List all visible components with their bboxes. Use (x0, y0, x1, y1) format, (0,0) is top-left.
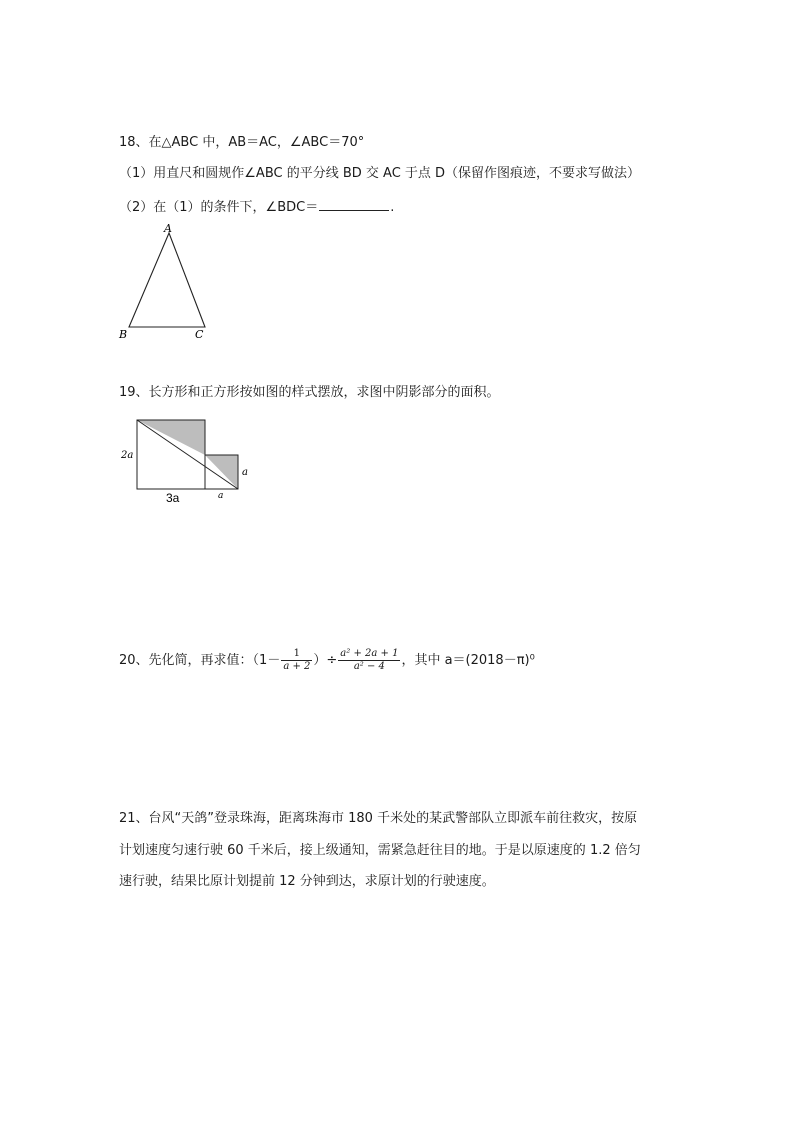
shaded-region-top (137, 420, 205, 455)
q21-line3: 速行驶，结果比原计划提前 12 分钟到达，求原计划的行驶速度。 (119, 874, 495, 889)
fraction-1 (281, 648, 312, 673)
label-a-right: a (242, 467, 248, 478)
q18-part1: （1）用直尺和圆规作∠ABC 的平分线 BD 交 AC 于点 D（保留作图痕迹，不要求写做法） (119, 166, 641, 181)
label-2a: 2a (121, 450, 134, 461)
q20-prefix: 20、先化简，再求值：（1－ (119, 653, 281, 668)
triangle-abc (129, 233, 205, 327)
shaded-region-small (205, 455, 238, 489)
rectangle-square-figure (115, 414, 265, 509)
triangle-figure (110, 220, 220, 345)
answer-blank (319, 197, 389, 211)
q18-part2-text: （2）在（1）的条件下，∠BDC＝ (119, 200, 319, 215)
label-a-bottom: a (218, 491, 224, 501)
q18-stem: 18、在△ABC 中，AB＝AC，∠ABC＝70° (119, 135, 365, 150)
fraction-1-numerator: 1 (281, 648, 312, 661)
q20-suffix: ，其中 a＝(2018－π)⁰ (401, 653, 535, 668)
fraction-2-numerator: a² + 2a + 1 (340, 648, 399, 659)
vertex-a-label: A (164, 222, 172, 235)
q20-middle: ）÷ (313, 653, 338, 668)
q18-part2-end: . (390, 200, 395, 215)
label-3a: 3a (166, 491, 180, 505)
q21-line1: 21、台风“天鸽”登录珠海，距离珠海市 180 千米处的某武警部队立即派车前往救灾，按原 (119, 811, 638, 826)
q18-part2 (119, 197, 394, 217)
fraction-1-denominator: a + 2 (283, 661, 311, 672)
q21-line2: 计划速度匀速行驶 60 千米后，接上级通知，需紧急赶往目的地。于是以原速度的 1.2 倍匀 (119, 843, 641, 858)
q20-stem (119, 646, 535, 676)
fraction-2 (338, 648, 400, 673)
vertex-c-label: C (195, 328, 204, 341)
vertex-b-label: B (119, 328, 128, 341)
fraction-2-denominator: a² − 4 (353, 661, 385, 672)
q19-stem: 19、长方形和正方形按如图的样式摆放，求图中阴影部分的面积。 (119, 385, 500, 400)
